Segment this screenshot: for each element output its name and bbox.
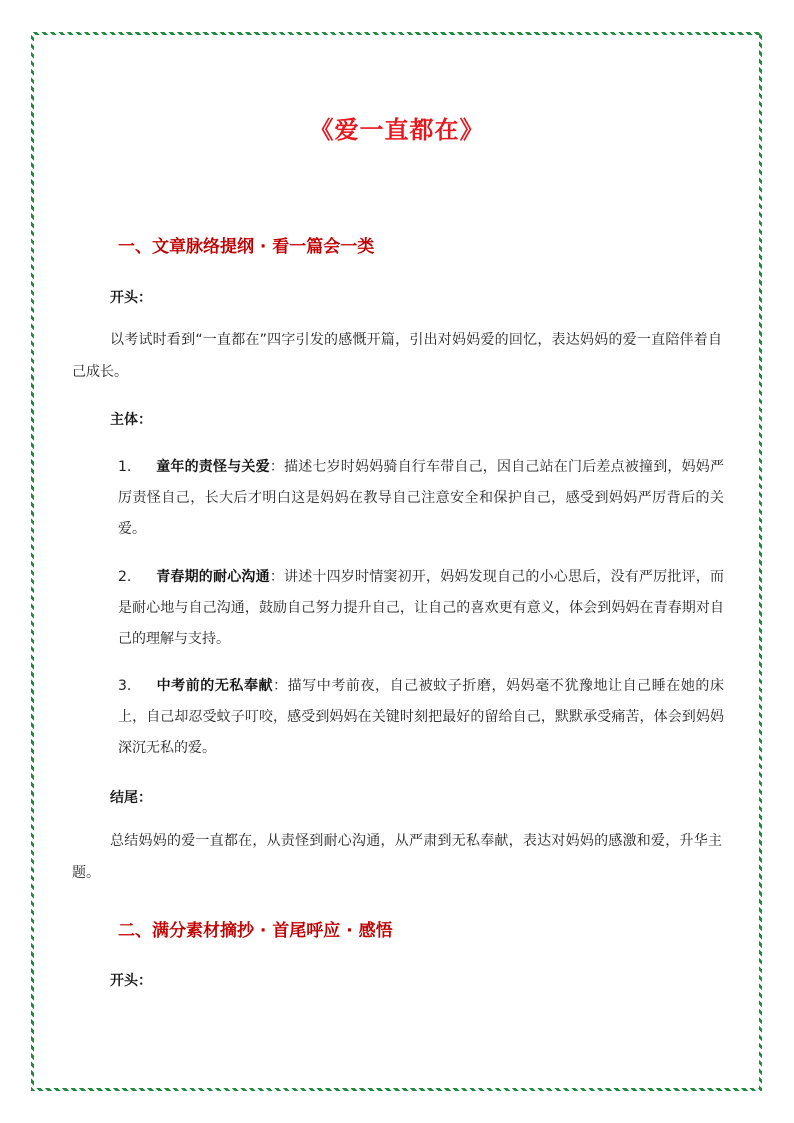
opening-paragraph: 以考试时看到“一直都在”四字引发的感慨开篇，引出对妈妈爱的回忆，表达妈妈的爱一直陪伴着自己成长。: [72, 332, 722, 380]
list-item-text: ：描写中考前夜，自己被蚊子折磨，妈妈毫不犹豫地让自己睡在她的床上，自己却忍受蚊子叮咬，感受到妈妈在关键时刻把最好的留给自己，默默承受痛苦，体会到妈妈深沉无私的爱。: [118, 678, 724, 756]
opening-label: 开头：: [110, 973, 152, 989]
list-item: [118, 452, 724, 545]
ending-paragraph: 总结妈妈的爱一直都在，从责怪到耐心沟通，从严肃到无私奉献，表达对妈妈的感激和爱，升华主题。: [72, 833, 722, 881]
list-item-number: 2.: [118, 569, 132, 585]
list-item-text: ：讲述十四岁时情窦初开，妈妈发现自己的小心思后，没有严厉批评，而是耐心地与自己沟通，鼓励自己努力提升自己，让自己的喜欢更有意义，体会到妈妈在青春期对自己的理解与支持。: [118, 569, 725, 647]
document-title: 《爱一直都在》: [309, 116, 485, 144]
opening-label: 开头：: [110, 290, 152, 306]
list-item-title: 童年的责怪与关爱: [156, 459, 270, 475]
list-item-number: 3.: [118, 678, 132, 694]
ending-label: 结尾：: [110, 790, 152, 806]
list-item: [118, 562, 724, 655]
list-item-title: 青春期的耐心沟通: [156, 569, 270, 585]
body-label: 主体：: [110, 412, 152, 428]
section-heading-materials: 二、满分素材摘抄 · 首尾呼应 · 感悟: [118, 921, 393, 941]
section-heading-outline: 一、文章脉络提纲 · 看一篇会一类: [118, 237, 375, 257]
list-item-title: 中考前的无私奉献: [156, 678, 274, 694]
list-item-number: 1.: [118, 459, 132, 475]
list-item: [118, 671, 724, 764]
list-item-text: ：描述七岁时妈妈骑自行车带自己，因自己站在门后差点被撞到，妈妈严厉责怪自己，长大后才明白这是妈妈在教导自己注意安全和保护自己，感受到妈妈严厉背后的关爱。: [118, 459, 725, 537]
